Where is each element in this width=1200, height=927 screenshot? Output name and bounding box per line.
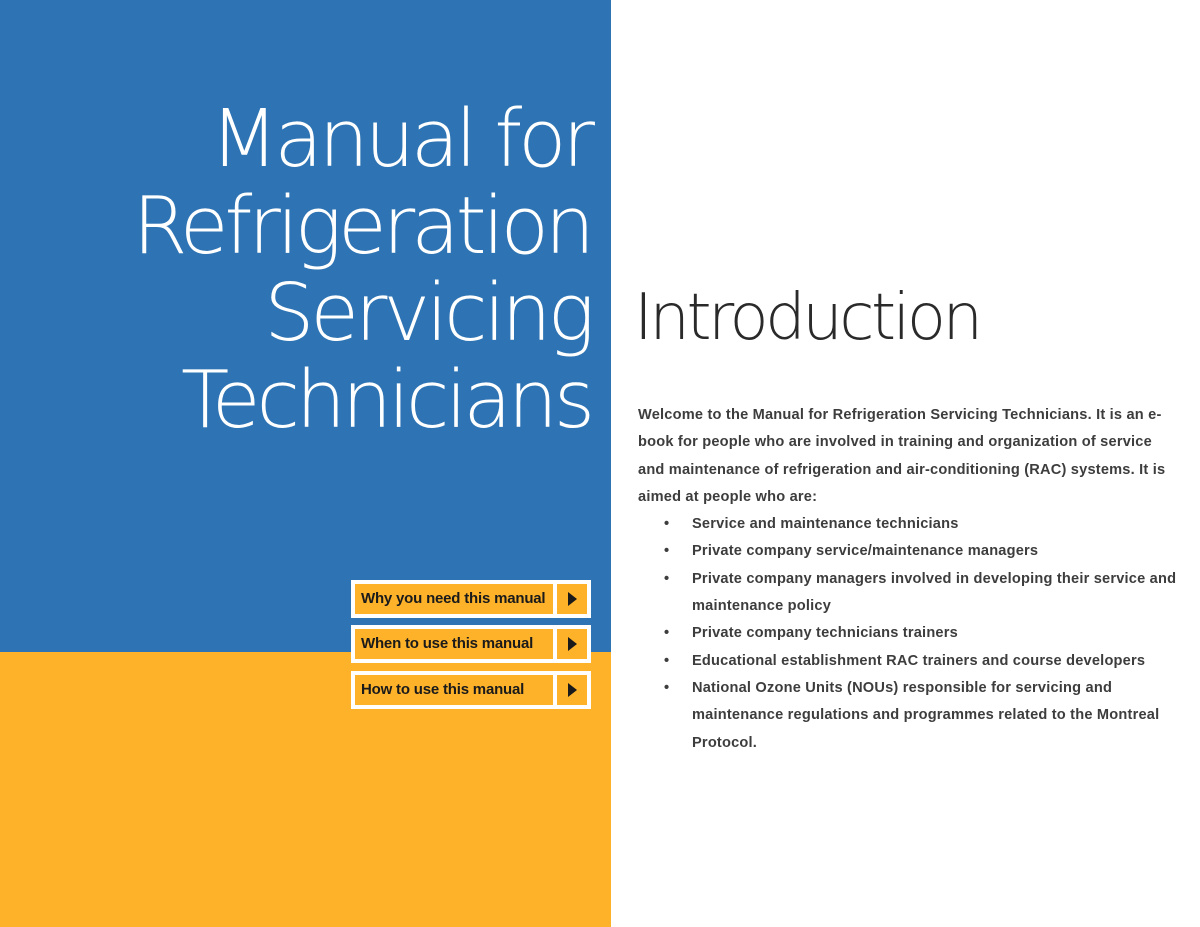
play-arrow-icon	[568, 592, 577, 606]
how-to-use-button[interactable]	[351, 671, 591, 709]
why-you-need-label: Why you need this manual	[361, 590, 546, 607]
list-item	[638, 538, 1178, 565]
bullet-icon: •	[664, 679, 670, 696]
list-item-text: National Ozone Units (NOUs) responsible for servicing and maintenance regulations and programmes related to the Montreal Protocol.	[692, 679, 1160, 751]
bullet-icon: •	[664, 543, 670, 560]
how-to-use-label: How to use this manual	[361, 681, 525, 698]
list-item-text: Service and maintenance technicians	[692, 516, 959, 533]
intro-paragraph: Welcome to the Manual for Refrigeration Servicing Technicians. It is an e-book for people who are involved in training and organization of service and maintenance of refrigeration and air-conditioning (RAC) systems. It is aimed at people who are:	[638, 407, 1166, 505]
cover-title	[31, 93, 591, 446]
button-divider	[553, 584, 557, 614]
intro-heading: Introduction	[634, 281, 980, 355]
audience-list	[638, 511, 1178, 757]
bullet-icon: •	[664, 625, 670, 642]
bullet-icon: •	[664, 652, 670, 669]
list-item	[638, 511, 1178, 538]
list-item-text: Private company managers involved in developing their service and maintenance policy	[692, 570, 1177, 615]
list-item-text: Private company technicians trainers	[692, 625, 958, 642]
cover-title-line: Refrigeration	[132, 180, 591, 272]
when-to-use-button[interactable]	[351, 625, 591, 663]
cover-title-line: Servicing	[264, 267, 591, 359]
intro-body	[638, 402, 1178, 757]
button-divider	[553, 629, 557, 659]
list-item	[638, 566, 1178, 621]
list-item-text: Private company service/maintenance managers	[692, 543, 1039, 560]
cover-title-line: Manual for	[210, 93, 591, 185]
bullet-icon: •	[664, 516, 670, 533]
why-you-need-button[interactable]	[351, 580, 591, 618]
button-divider	[553, 675, 557, 705]
list-item	[638, 620, 1178, 647]
list-item	[638, 675, 1178, 757]
list-item	[638, 648, 1178, 675]
play-arrow-icon	[568, 683, 577, 697]
cover-title-line: Technicians	[181, 354, 591, 446]
when-to-use-label: When to use this manual	[361, 635, 534, 652]
play-arrow-icon	[568, 637, 577, 651]
bullet-icon: •	[664, 570, 670, 587]
list-item-text: Educational establishment RAC trainers and course developers	[692, 652, 1146, 669]
